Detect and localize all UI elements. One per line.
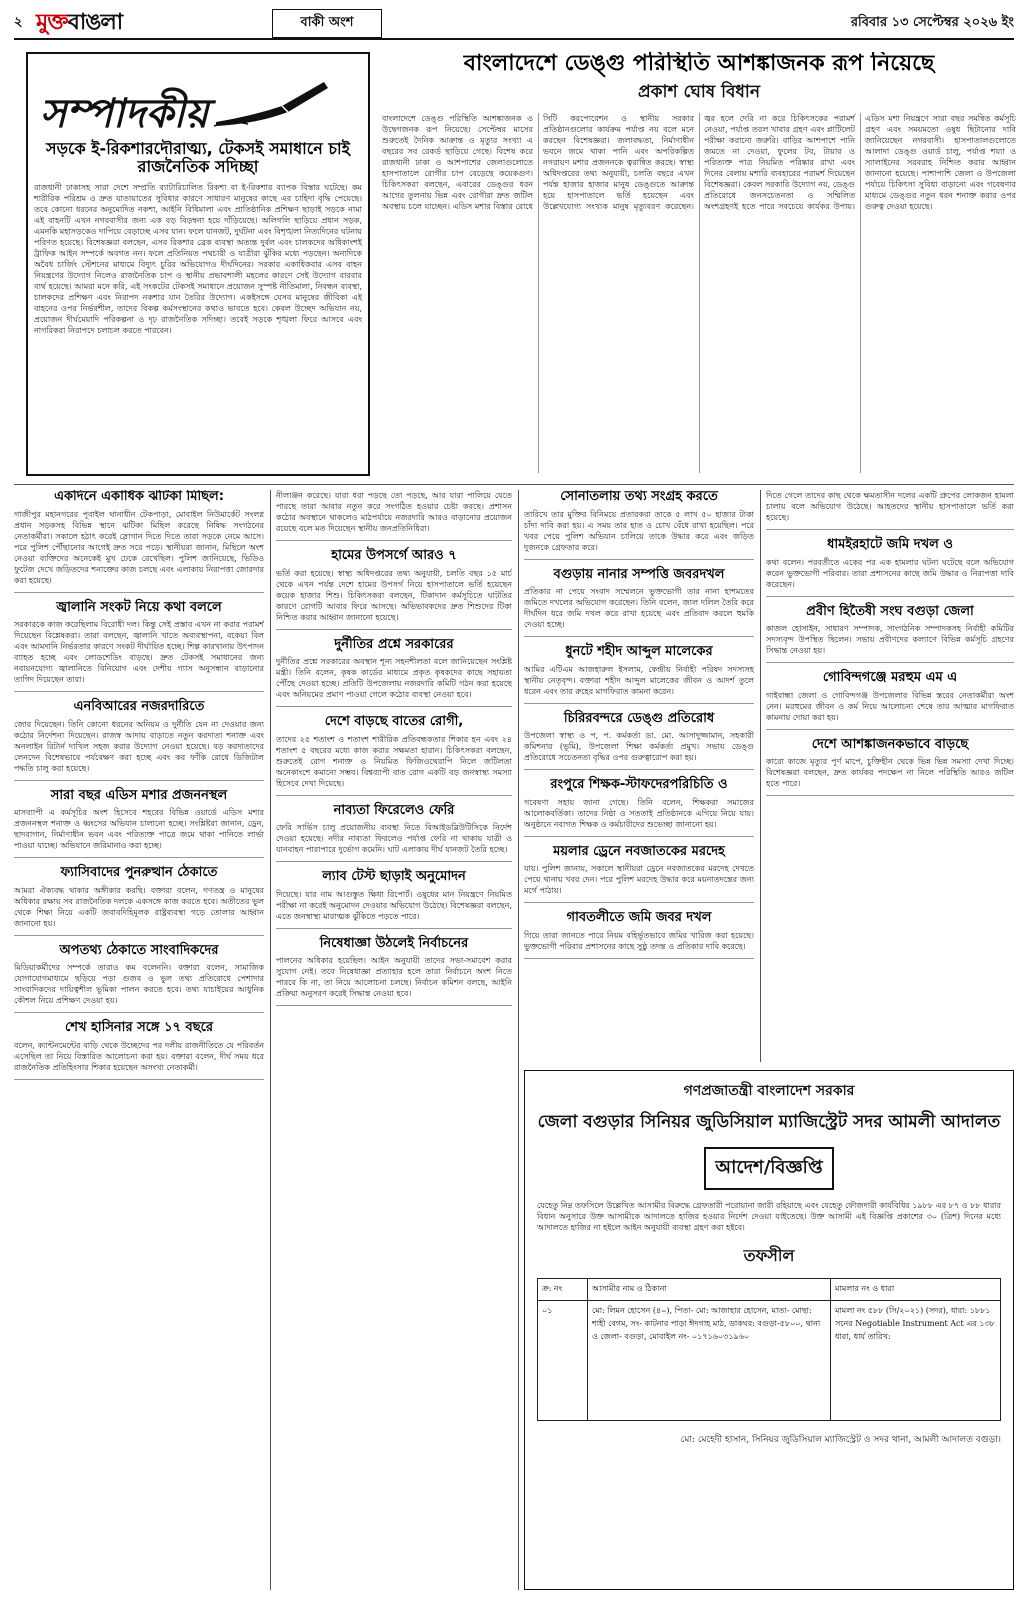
column-3 bbox=[524, 490, 754, 1062]
notice-signature: মো: মেহেদী হাসান, সিনিয়র জুডিসিয়াল ম্যাজিস্ট্রেট ও সদর থানা, আমলী আদালত বগুড়া। bbox=[680, 1435, 1001, 1445]
article-body: কথা বলেন। পরবর্তীতে একের পর এক হামলার ঘটনা ঘটেছে বলে অভিযোগ করেন ভুক্তভোগী পরিবার। তারা প্রশাসনের কাছে জমি উদ্ধার ও নিরাপত্তা দাবি করেছেন। bbox=[766, 557, 1014, 589]
editorial-box bbox=[26, 52, 370, 476]
article-body: ভর্তি করা হয়েছে। স্বাস্থ্য অধিদপ্তরের তথ্য অনুযায়ী, চলতি বছর ১৫ মার্চ থেকে এখন পর্যন্ত দেশে হামের উপসর্গ নিয়ে হাসপাতালে ভর্তি হয়েছেন কয়েক হাজার শিশু। চিকিৎসকরা বলছেন, টিকাদান কর্মসূচিতে ঘাটতির কারণে রোগটি আবার ফিরে আসছে। অভিভাবকদের দ্রুত শিশুদের টিকা নিশ্চিত করার আহ্বান জানানো হয়েছে। bbox=[276, 568, 512, 622]
table-cell: মামলা নং ৫৮৮ (সি/২০২১) (সদর), ধারা: ১৮৮১ সনের Negotiable Instrument Act এর ১৩৮ ধারা, ধার্য তারিখ: bbox=[831, 1301, 1001, 1421]
article-headline: গাবতলীতে জমি জবর দখল bbox=[566, 910, 712, 926]
section-label: বাকী অংশ bbox=[272, 9, 382, 38]
lead-body: বাংলাদেশে ডেঙ্গু পরিস্থিতি আশঙ্কাজনক ও উদ্বেগজনক রূপ নিয়েছে। সেপ্টেম্বর মাসের শুরুতেই দৈনিক আক্রান্ত ও মৃত্যুর সংখ্যা এ বছরের সব রেকর্ড ছাড়িয়ে গেছে। বিশেষ করে রাজধানী ঢাকা ও আশপাশের জেলাগুলোতে হাসপাতালে রোগীর চাপ বেড়েছে কয়েকগুণ। চিকিৎসকরা বলছেন, এবারের ডেঙ্গুর ধরন আগের তুলনায় ভিন্ন এবং রোগীরা দ্রুত জটিল অবস্থায় চলে যাচ্ছেন। এডিস মশার বিস্তার রোধে সিটি করপোরেশন ও স্থানীয় সরকার প্রতিষ্ঠানগুলোর কার্যক্রম পর্যাপ্ত নয় বলে মনে করছেন বিশেষজ্ঞরা। জলাবদ্ধতা, নির্মাণাধীন ভবনে জমে থাকা পানি এবং অপরিকল্পিত নগরায়ণ মশার প্রজননকে ত্বরান্বিত করছে। স্বাস্থ্য অধিদপ্তরের তথ্য অনুযায়ী, চলতি বছরে এখন পর্যন্ত হাজার হাজার মানুষ ডেঙ্গুতে আক্রান্ত হয়ে হাসপাতালে ভর্তি হয়েছেন এবং উল্লেখযোগ্য সংখ্যক মানুষ মৃত্যুবরণ করেছেন। জ্বর হলে দেরি না করে চিকিৎসকের পরামর্শ নেওয়া, পর্যাপ্ত তরল খাবার গ্রহণ এবং প্লাটিলেট পরীক্ষা করানো জরুরি। বাড়ির আশপাশে পানি জমতে না দেওয়া, ফুলের টব, টায়ার ও পরিত্যক্ত পাত্র নিয়মিত পরিষ্কার রাখা এবং দিনের বেলায় মশারি ব্যবহারের পরামর্শ দিয়েছেন বিশেষজ্ঞরা। কেবল সরকারি উদ্যোগ নয়, ডেঙ্গু প্রতিরোধে জনসচেতনতা ও সম্মিলিত অংশগ্রহণই হতে পারে সবচেয়ে কার্যকর উপায়। এডিস মশা নিয়ন্ত্রণে সারা বছর সমন্বিত কর্মসূচি গ্রহণ এবং সময়মতো ওষুধ ছিটানোর দাবি জানিয়েছেন নগরবাসী। হাসপাতালগুলোতে আলাদা ডেঙ্গু ওয়ার্ড চালু, পর্যাপ্ত শয্যা ও স্যালাইনের সরবরাহ নিশ্চিত করার আহ্বান জানানো হয়েছে। পাশাপাশি জেলা ও উপজেলা পর্যায়ে চিকিৎসা সুবিধা বাড়ানো এবং গবেষণার মাধ্যমে ডেঙ্গুর নতুন ধরন শনাক্ত করার ওপর গুরুত্ব দেওয়া হয়েছে। bbox=[382, 113, 1016, 211]
article bbox=[14, 490, 264, 593]
table-cell: ০১ bbox=[538, 1301, 588, 1421]
editorial-body: রাজধানী ঢাকাসহ সারা দেশে সম্প্রতি ব্যাটারিচালিত রিকশা বা ই-রিকশার ব্যাপক বিস্তার ঘটেছে। কম শারীরিক পরিশ্রম ও দ্রুত যাতায়াতের সুবিধার কারণে সাধারণ মানুষের কাছে এর চাহিদা বৃদ্ধি পেয়েছে। তবে কোনো ধরনের অনুমোদিত নকশা, আইনি বিধিমালা এবং প্রাতিষ্ঠানিক প্রশিক্ষণ ছাড়াই সড়কে নামা এই বাহনটি এখন নগরবাসীর জন্য এক বড় বিড়ম্বনা হয়ে দাঁড়িয়েছে। অলিগলি ছাড়িয়ে প্রধান সড়ক, এমনকি মহাসড়কেও দাপিয়ে বেড়াচ্ছে এসব যান। ফলে যানজট, দুর্ঘটনা এবং বিশৃঙ্খলা নিত্যদিনের ঘটনায় পরিণত হয়েছে। বিশেষজ্ঞরা বলছেন, এসব রিকশার ব্রেক ব্যবস্থা অত্যন্ত দুর্বল এবং চালকদের অধিকাংশই ট্রাফিক আইন সম্পর্কে অবগত নন। ফলে প্রতিনিয়ত পথচারী ও যাত্রীরা ঝুঁকির মধ্যে পড়ছেন। অন্যদিকে অবৈধ চার্জিং স্টেশনের মাধ্যমে বিদ্যুৎ চুরির অভিযোগও দীর্ঘদিনের। সরকার একাধিকবার এসব বাহন নিয়ন্ত্রণের উদ্যোগ নিলেও রাজনৈতিক চাপ ও স্থানীয় প্রভাবশালী মহলের কারণে সেই উদ্যোগ বারবার ব্যর্থ হয়েছে। আমরা মনে করি, এই সংকটের টেকসই সমাধানে প্রয়োজন সুস্পষ্ট নীতিমালা, নিবন্ধন ব্যবস্থা, চালকদের প্রশিক্ষণ এবং নিরাপদ নকশার যান তৈরির উদ্যোগ। একইসঙ্গে যেসব মানুষের জীবিকা এই বাহনের ওপর নির্ভরশীল, তাদের বিকল্প কর্মসংস্থানের কথাও ভাবতে হবে। কেবল উচ্ছেদ অভিযান নয়, প্রয়োজন দীর্ঘমেয়াদি পরিকল্পনা ও দৃঢ় রাজনৈতিক সদিচ্ছা। তবেই সড়কে শৃঙ্খলা ফিরে আসবে এবং নাগরিকরা নিরাপদে চলাচল করতে পারবেন। bbox=[34, 182, 362, 335]
article-body: বলেন, ক্যান্টনমেন্টের বাড়ি থেকে উচ্ছেদের পর দলীয় রাজনীতিতে যে পরিবর্তন এসেছিল তা নিয়ে বিস্তারিত আলোচনা করা হয়। বক্তারা বলেন, দীর্ঘ সময় ধরে রাজনৈতিক প্রতিহিংসার শিকার হয়েছেন অসংখ্য নেতাকর্মী। bbox=[14, 1040, 264, 1072]
article-body: দিয়েছে। যার নাম আগুস্তুত ক্ষিধা রিপোর্ট। ওষুধের মান নিয়ন্ত্রণে নিয়মিত পরীক্ষা না করেই অনুমোদন দেওয়ার অভিযোগ উঠেছে। বিশেষজ্ঞরা বলছেন, এতে জনস্বাস্থ্য মারাত্মক ঝুঁকিতে পড়তে পারে। bbox=[276, 889, 512, 921]
article-body: পালনের অধিকার হয়েছিল। আইন অনুযায়ী তাদের সভা-সমাবেশ করার সুযোগ নেই। তবে নিষেধাজ্ঞা প্রত্যাহার হলে তারা নির্বাচনে অংশ নিতে পারবে কি না, তা নিয়ে আলোচনা চলছে। নির্বাচন কমিশন বলছে, আইনি প্রক্রিয়া অনুসরণ করেই সিদ্ধান্ত নেওয়া হবে। bbox=[276, 956, 512, 999]
article bbox=[14, 601, 264, 693]
article-headline: একদিনে একাধিক ঝটিকা মিছিল: bbox=[54, 490, 224, 504]
article bbox=[524, 845, 754, 904]
table-header: ক্র: নং bbox=[538, 1279, 588, 1301]
article-headline: সোনাতলায় তথ্য সংগ্রহ করতে bbox=[560, 490, 718, 504]
article bbox=[524, 490, 754, 560]
article-headline: রংপুরে শিক্ষক-স্টাফদেরপরিচিতি ও bbox=[550, 777, 728, 793]
lead-byline: প্রকাশ ঘোষ বিধান bbox=[637, 81, 761, 102]
article-body: দুর্নীতির প্রশ্নে সরকারের অবস্থান শূন্য সহনশীলতা বলে জানিয়েছেন সংশ্লিষ্ট মন্ত্রী। তিনি বলেন, কৃষক কার্ডের মাধ্যমে প্রকৃত কৃষকদের কাছে সহায়তা পৌঁছে দেওয়া হচ্ছে। প্রতিটি উপজেলায় নজরদারি কমিটি গঠন করা হয়েছে এবং অনিয়মের প্রমাণ পাওয়া গেলে কঠোর ব্যবস্থা নেওয়া হবে। bbox=[276, 657, 512, 700]
notice-body: যেহেতু নিম্ন তফসিলে উল্লেখিত আসামীর বিরুদ্ধে গ্রেফতারী পরোয়ানা জারী রহিয়াছে এবং যেহেতু ফৌজদারী কার্যবিধির ১৯৮৮ এর ৮৭ ও ৮৮ ধারার বিধান অনুসারে উক্ত আসামীকে আদালতে হাজির হওয়ার নির্দেশ দেওয়া যাইতেছে। উক্ত আসামী এই বিজ্ঞপ্তি প্রকাশের ৩০ (ত্রিশ) দিনের মধ্যে আদালতে হাজির না হইলে আইন অনুযায়ী ব্যবস্থা গ্রহণ করা হইবে। bbox=[537, 1201, 1001, 1232]
article bbox=[276, 804, 512, 863]
editorial-banner bbox=[34, 60, 362, 138]
editorial-label: সম্পাদকীয় bbox=[40, 90, 209, 137]
article-body: দিতে গেলে তাদের কাছ থেকে ক্ষমতাসীন দলের একটি গ্রুপের লোকজন হামলা চালায় বলে অভিযোগ উঠেছে। আহতদের স্থানীয় হাসপাতালে ভর্তি করা হয়েছে। bbox=[766, 491, 1014, 522]
article bbox=[766, 538, 1014, 597]
article bbox=[766, 490, 1014, 530]
article-body: গবেষণা সহায় জানা গেছে। তিনি বলেন, শিক্ষকরা সমাজের আলোকবর্তিকা। তাদের নিষ্ঠা ও সততাই প্রতিষ্ঠানকে এগিয়ে নিয়ে যায়। অনুষ্ঠানে নবাগত শিক্ষক ও কর্মচারীদের শুভেচ্ছা জানানো হয়। bbox=[524, 797, 754, 829]
article-headline: বগুড়ায় নানার সম্পত্তি জবরদখল bbox=[553, 566, 725, 582]
lead-story bbox=[382, 52, 1016, 476]
article-headline: শেখ হাসিনার সঙ্গে ১৭ বছরে bbox=[64, 1020, 213, 1036]
article-headline: ময়লার ড্রেনে নবজাতকের মরদেহ bbox=[553, 843, 725, 859]
article-body: নীলাঞ্জন করেছে। যারা ধরা পড়ছে তো পড়ছে, আর যারা পালিয়ে যেতে পারছে তারা আবার নতুন করে সংগঠিত হওয়ার চেষ্টা করছে। প্রশাসন কঠোর অবস্থানে থাকলেও মাঠপর্যায়ে নজরদারি আরও বাড়ানোর প্রয়োজন রয়েছে বলে মত দিয়েছেন স্থানীয় জনপ্রতিনিধিরা। bbox=[276, 491, 512, 533]
article-body: মিডিয়াকর্মীদের সম্পর্কে তারাও কম বলেননি। বক্তারা বলেন, সামাজিক যোগাযোগমাধ্যমে ছড়িয়ে পড়া গুজব ও ভুল তথ্য প্রতিরোধে পেশাদার সাংবাদিকদের দায়িত্বশীল ভূমিকা পালন করতে হবে। তথ্য যাচাইয়ের আধুনিক কৌশল নিয়ে প্রশিক্ষণ দেওয়া হয়। bbox=[14, 963, 264, 1006]
article bbox=[276, 715, 512, 796]
article-body: জোর দিয়েছেন। তিনি কোনো ধরনের অনিয়ম ও দুর্নীতি যেন না দেওয়ার জন্য কঠোর নির্দেশনা দিয়েছেন। রাজস্ব আদায় বাড়াতে নতুন করদাতা শনাক্ত এবং অনলাইন রিটার্ন দাখিল সহজ করার উদ্যোগ নেওয়া হয়েছে। বড় করদাতাদের লেনদেন বিশেষভাবে পর্যবেক্ষণ করা হচ্ছে এবং কর ফাঁকি রোধে ডিজিটাল পদ্ধতি চালু করা হয়েছে। bbox=[14, 719, 264, 773]
notice-court: জেলা বগুড়ার সিনিয়র জুডিসিয়াল ম্যাজিস্ট্রেট সদর আমলী আদালত bbox=[537, 1112, 1001, 1132]
article-body: গাইবান্ধা জেলা ও গোবিন্দগঞ্জ উপজেলার বিভিন্ন স্তরের নেতাকর্মীরা অংশ নেন। মরহুমের জীবন ও কর্ম নিয়ে আলোচনা শেষে তার আত্মার মাগফিরাত কামনায় দোয়া করা হয়। bbox=[766, 690, 1014, 722]
issue-date: রবিবার ১৩ সেপ্টেম্বর ২০২৬ ইং bbox=[850, 14, 1014, 30]
article-headline: চিরিরবন্দরে ডেঙ্গু প্রতিরোধ bbox=[563, 710, 715, 726]
table-cell: মো: লিমন হোসেন (৪০), পিতা- মো: আজাহার হোসেন, মাতা- মোছা: শাহী বেগম, সং- কাটনার পাড়া ঈদগাহ মাঠ, ডাকঘর: বগুড়া-৫৮০০, থানা ও জেলা- বগুড়া, মোবাইল নং- ০১৭১৬০৩১৯৬০ bbox=[588, 1301, 831, 1421]
article-body: উপজেলা স্বাস্থ্য ও প, প. কর্মকর্তা ডা. মো. আসাদুজ্জামান, সহকারী কমিশনার (ভূমি), উপজেলা শিক্ষা কর্মকর্তা প্রমুখ। সভায় ডেঙ্গু প্রতিরোধে সচেতনতা বৃদ্ধির ওপর গুরুত্বারোপ করা হয়। bbox=[524, 731, 754, 763]
column-4 bbox=[766, 490, 1014, 1062]
column-2 bbox=[276, 490, 512, 1590]
article-headline: ধামইরহাটে জমি দখল ও bbox=[827, 537, 953, 552]
notice-government: গণপ্রজাতন্ত্রী বাংলাদেশ সরকার bbox=[683, 1083, 855, 1099]
article bbox=[524, 712, 754, 771]
article-body: আমির এটিএম আজহারুল ইসলাম, কেন্দ্রীয় নির্বাহী পরিষদ সদস্যসহ স্থানীয় নেতৃবৃন্দ। বক্তারা শহীদ আব্দুল মালেকের জীবন ও আদর্শ তুলে ধরেন এবং তার রুহের মাগফিরাত কামনা করেন। bbox=[524, 664, 754, 696]
article-body: মাসব্যাপী এ কর্মসূচির অংশ হিসেবে শহরের বিভিন্ন ওয়ার্ডে এডিস মশার প্রজননস্থল শনাক্ত ও ধ্বংসের অভিযান চালানো হচ্ছে। সংশ্লিষ্টরা জানান, ড্রেন, ছাদবাগান, নির্মাণাধীন ভবন এবং পরিত্যক্ত পাত্রে জমে থাকা পানিতে লার্ভা পাওয়া যাচ্ছে। অভিযানে জরিমানাও করা হচ্ছে। bbox=[14, 808, 264, 851]
table-row bbox=[538, 1301, 1001, 1421]
lead-headline: বাংলাদেশে ডেঙ্গু পরিস্থিতি আশঙ্কাজনক রূপ নিয়েছে bbox=[463, 52, 935, 76]
article bbox=[524, 645, 754, 704]
column-1 bbox=[14, 490, 264, 1590]
article bbox=[524, 568, 754, 638]
article-body: কারো কাজে মৃত্যুর পূর্ণ মাপে, চুক্তিহীন থেকে ভিন্ন ভিন্ন সমস্যা দেখা দিচ্ছে। বিশেষজ্ঞরা বলছেন, দ্রুত কার্যকর পদক্ষেপ না নিলে পরিস্থিতি আরও জটিল হতে পারে। bbox=[766, 757, 1014, 789]
article-body: কাজল হোসাইন, সাধারণ সম্পাদক, সাংগঠনিক সম্পাদকসহ নির্বাহী কমিটির সদস্যবৃন্দ উপস্থিত ছিলেন। সভায় প্রবীণদের কল্যাণে বিভিন্ন কর্মসূচি গ্রহণের সিদ্ধান্ত নেওয়া হয়। bbox=[766, 624, 1014, 656]
article-body: আমরা ঐক্যবদ্ধ থাকার অঙ্গীকার করছি। বক্তারা বলেন, গণতন্ত্র ও মানুষের অধিকার রক্ষায় সব রাজনৈতিক দলকে একসঙ্গে কাজ করতে হবে। অতীতের ভুল থেকে শিক্ষা নিয়ে একটি জবাবদিহিমূলক রাষ্ট্রব্যবস্থা গড়ে তোলার আহ্বান জানানো হয়। bbox=[14, 885, 264, 928]
article-headline: সারা বছর এডিস মশার প্রজননস্থল bbox=[50, 787, 228, 803]
pen-icon bbox=[212, 76, 332, 128]
article bbox=[766, 671, 1014, 730]
article-headline: ল্যাব টেস্ট ছাড়াই অনুমোদন bbox=[322, 869, 466, 885]
table-header: মামলার নং ও ধারা bbox=[831, 1279, 1001, 1301]
article bbox=[14, 866, 264, 936]
column-rule bbox=[518, 490, 519, 1590]
article bbox=[276, 549, 512, 630]
divider bbox=[14, 484, 1014, 485]
article-headline: হামের উপসর্গে আরও ৭ bbox=[331, 548, 457, 563]
article bbox=[14, 789, 264, 859]
article-headline: গোবিন্দগঞ্জে মরহুম এম এ bbox=[822, 670, 958, 686]
article bbox=[524, 778, 754, 837]
article-body: তাদের ২৫ শতাংশ ও শতাংশ শারীরিক প্রতিবন্ধকতার শিকার হন এবং ২৪ শতাংশ ৫ বছরের মধ্যে কাজ করার সক্ষমতা হারান। চিকিৎসকরা বলছেন, শুরুতেই রোগ শনাক্ত ও নিয়মিত ফিজিওথেরাপি নিলে জটিলতা অনেকাংশে কমানো সম্ভব। বিশ্বব্যাপী বাত রোগ একটি বড় জনস্বাস্থ্য সমস্যা হিসেবে দেখা দিয়েছে। bbox=[276, 734, 512, 788]
schedule-table bbox=[537, 1278, 1001, 1421]
table-header-row bbox=[538, 1279, 1001, 1301]
article bbox=[524, 911, 754, 959]
column-rule bbox=[760, 490, 761, 1062]
table-header: আসামীর নাম ও ঠিকানা bbox=[588, 1279, 831, 1301]
article bbox=[276, 937, 512, 1007]
court-notice bbox=[524, 1070, 1014, 1590]
notice-order-title: আদেশ/বিজ্ঞপ্তি bbox=[704, 1147, 834, 1190]
article-body: ফেরি সার্ভিস চালু প্রয়োজনীয় ব্যবস্থা নিতে বিআইডব্লিউটিসিকে নির্দেশ দেওয়া হয়েছে। নদীর নাব্যতা ফিরলেও পর্যাপ্ত ফেরি না থাকায় যাত্রী ও যানবাহন পারাপারে দুর্ভোগ কমেনি। ঘাট এলাকায় দীর্ঘ যানজট তৈরি হচ্ছে। bbox=[276, 823, 512, 855]
article-headline: ধুনটে শহীদ আব্দুল মালেকের bbox=[565, 644, 713, 660]
article-headline: নিষেধাজ্ঞা উঠলেই নির্বাচনের bbox=[319, 935, 469, 951]
newspaper-logo: মুক্তবাঙলা bbox=[36, 9, 123, 35]
column-rule bbox=[270, 490, 271, 1590]
article bbox=[14, 700, 264, 781]
article bbox=[276, 870, 512, 929]
article bbox=[276, 638, 512, 708]
page-header bbox=[14, 8, 1014, 40]
article-headline: দেশে বাড়ছে বাতের রোগী, bbox=[324, 714, 464, 730]
page-number: ২ bbox=[14, 14, 23, 30]
article-body: তারিখে তার মুক্তির বিনিময়ে প্রতারকরা তাকে ৫ লাখ ৫০ হাজার টাকা চাঁদা দাবি করা হয়। এ সময় তার হাত ও চোখ বেঁধে রাখা হয়েছিল। পরে খবর পেয়ে পুলিশ অভিযান চালিয়ে তাকে উদ্ধার করে এবং জড়িত দুজনকে গ্রেফতার করে। bbox=[524, 509, 754, 552]
article bbox=[766, 738, 1014, 797]
article-headline: এনবিআরের নজরদারিতে bbox=[73, 699, 205, 715]
article-headline: দেশে আশঙ্কাজনকভাবে বাড়ছে bbox=[811, 736, 969, 752]
editorial-headline: সড়কে ই-রিকশারদৌরাত্ম্য, টেকসই সমাধানে চাই রাজনৈতিক সদিচ্ছা bbox=[46, 139, 350, 176]
article-headline: দুর্নীতির প্রশ্নে সরকারের bbox=[334, 636, 454, 652]
article-body: প্রতিকার না পেয়ে সংবাদ সম্মেলনে ভুক্তভোগী তার নানা হাশমতের জমিতে দখলের অভিযোগ করেছেন। তিনি বলেন, জাল দলিল তৈরি করে দীর্ঘদিন ধরে জমি দখল করে রাখা হয়েছে এবং প্রতিবাদ করলে হুমকি দেওয়া হচ্ছে। bbox=[524, 587, 754, 630]
article bbox=[766, 605, 1014, 664]
article bbox=[14, 944, 264, 1014]
article-body: গাজীপুর মহানগরের পূবাইল থানাধীন টেকপাড়া, মোবাইল নিউমার্কেট সংলগ্ন প্রধান সড়কসহ বিভিন্ন স্থানে ঝটিকা মিছিল করেছে নিষিদ্ধ সংগঠনের নেতাকর্মীরা। সকালে হঠাৎ করেই স্লোগান দিতে দিতে তারা সড়কে নেমে আসে। পরে পুলিশ পৌঁছানোর আগেই দ্রুত সরে পড়ে। স্থানীয়রা জানান, মিছিলে অংশ নেওয়া ব্যক্তিদের অনেকেই মুখ ঢেকে রেখেছিল। পুলিশ জানিয়েছে, ভিডিও ফুটেজ দেখে জড়িতদের শনাক্তের কাজ চলছে এবং এলাকায় নিরাপত্তা জোরদার করা হয়েছে। bbox=[14, 509, 264, 585]
article bbox=[276, 490, 512, 541]
article bbox=[14, 1021, 264, 1080]
article-body: যায়। পুলিশ জানায়, সকালে স্থানীয়রা ড্রেনে নবজাতকের মরদেহ দেখতে পেয়ে থানায় খবর দেন। পরে পুলিশ মরদেহ উদ্ধার করে ময়নাতদন্তের জন্য মর্গে পাঠায়। bbox=[524, 864, 754, 896]
article-headline: নাব্যতা ফিরেলেও ফেরি bbox=[333, 802, 455, 818]
article-body: সরকারকে কাজ করেছিলাম বিরোধী দল। কিন্তু সেই প্রস্তাব এখন না করার পরামর্শ দিয়েছেন বিশ্লেষকরা। তারা বলছেন, জ্বালানি খাতে অব্যবস্থাপনা, বকেয়া বিল এবং আমদানি নির্ভরতার কারণে সংকট দীর্ঘায়িত হচ্ছে। শিল্প কারখানায় উৎপাদন ব্যাহত হচ্ছে এবং লোডশেডিং বাড়ছে। দ্রুত টেকসই সমাধানের জন্য নবায়নযোগ্য জ্বালানিতে বিনিয়োগ এবং দেশীয় গ্যাস অনুসন্ধান বাড়ানোর তাগিদ দিয়েছেন তারা। bbox=[14, 620, 264, 685]
notice-schedule-title: তফসীল bbox=[743, 1246, 795, 1265]
article-body: গিয়ে তারা জানতে পারে নিয়ম বহির্ভূতভাবে জমির খারিজ করা হয়েছে। ভুক্তভোগী পরিবার প্রশাসনের কাছে সুষ্ঠু তদন্ত ও প্রতিকার দাবি করেছে। bbox=[524, 930, 754, 951]
article-headline: জ্বালানি সংকট নিয়ে কথা বললে bbox=[56, 599, 222, 615]
article-headline: ফ্যাসিবাদের পুনরুত্থান ঠেকাতে bbox=[60, 865, 218, 881]
article-headline: প্রবীণ হিতৈষী সংঘ বগুড়া জেলা bbox=[806, 603, 974, 619]
article-headline: অপতথ্য ঠেকাতে সাংবাদিকদের bbox=[59, 942, 219, 958]
